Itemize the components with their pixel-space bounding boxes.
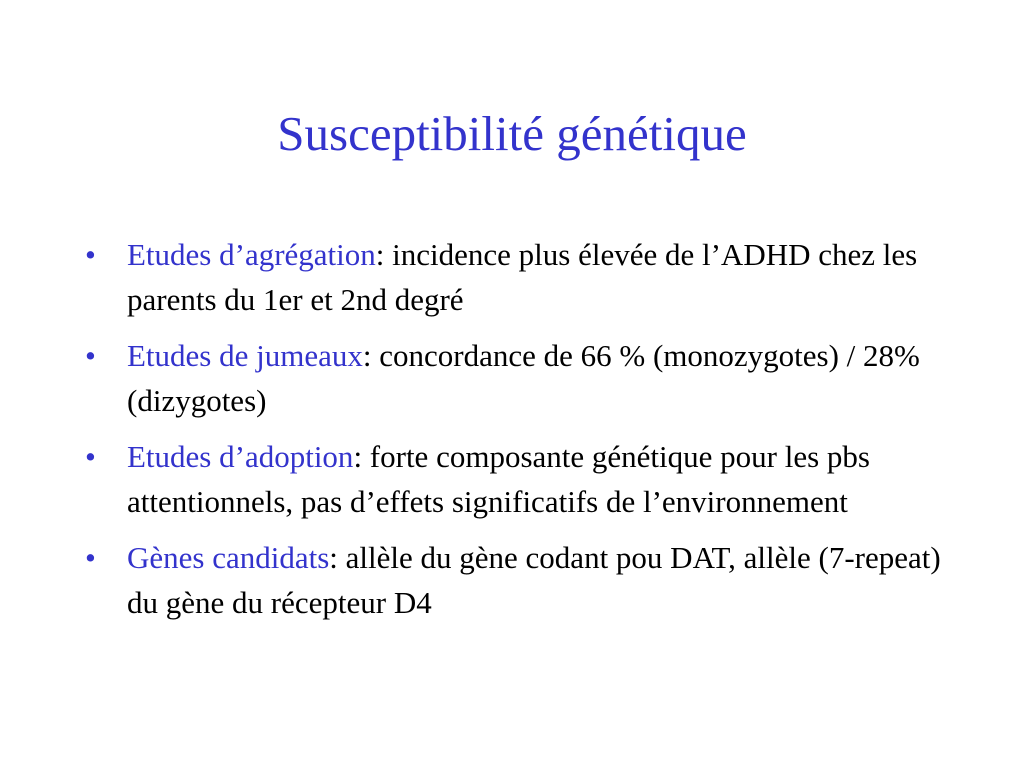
bullet-icon: • — [85, 439, 96, 474]
bullet-list — [80, 232, 960, 636]
bullet-item-adoption — [80, 434, 960, 524]
bullet-text: : forte composante génétique pour les pbs attentionnels, pas d’effets significatifs de l’environnement — [127, 439, 870, 519]
slide-title: Susceptibilité génétique — [277, 106, 747, 161]
bullet-icon: • — [85, 338, 96, 373]
bullet-text: : incidence plus élevée de l’ADHD chez les parents du 1er et 2nd degré — [127, 237, 918, 317]
bullet-item-twins — [80, 333, 960, 423]
bullet-term: Etudes de jumeaux — [127, 338, 363, 373]
bullet-term: Etudes d’adoption — [127, 439, 354, 474]
bullet-text: : concordance de 66 % (monozygotes) / 28% (dizygotes) — [127, 338, 920, 418]
bullet-item-candidate-genes — [80, 535, 960, 625]
bullet-icon: • — [85, 540, 96, 575]
bullet-term: Etudes d’agrégation — [127, 237, 376, 272]
bullet-term: Gènes candidats — [127, 540, 330, 575]
bullet-item-aggregation — [80, 232, 960, 322]
bullet-text: : allèle du gène codant pou DAT, allèle (7-repeat) du gène du récepteur D4 — [127, 540, 941, 620]
bullet-icon: • — [85, 237, 96, 272]
